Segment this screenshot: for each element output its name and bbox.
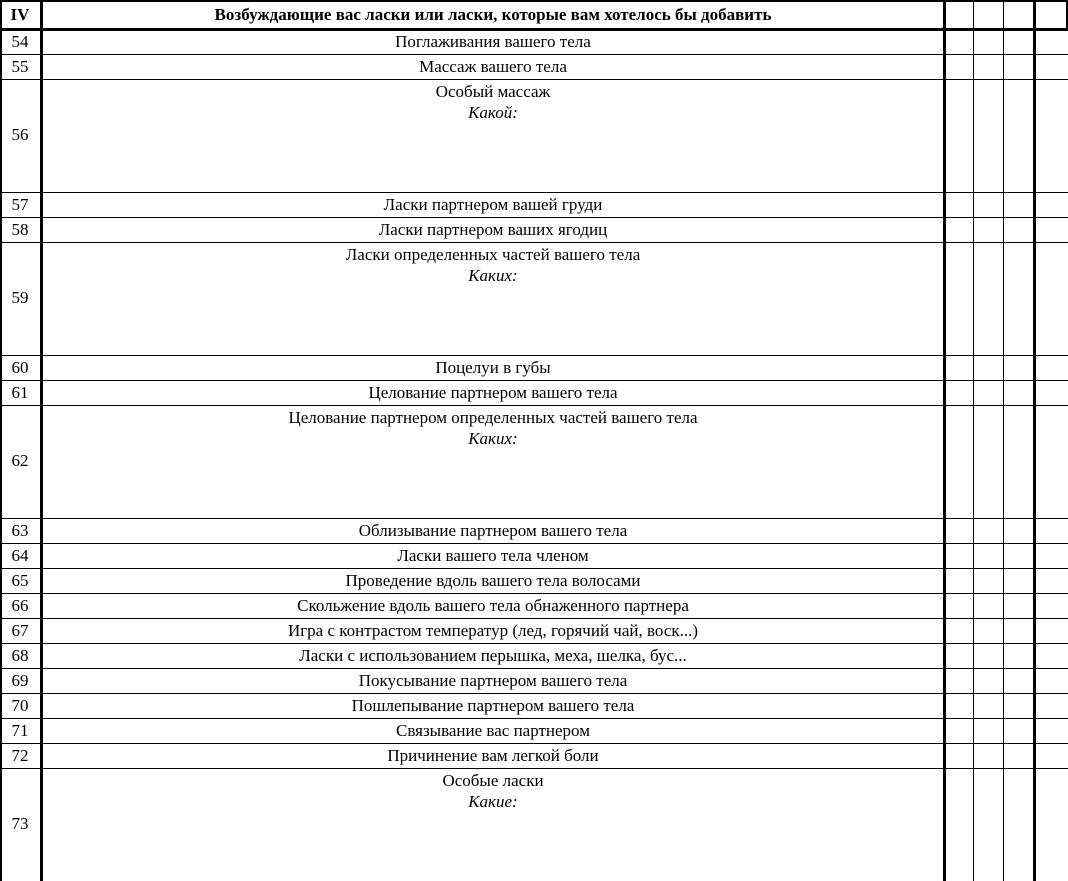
left-border [0,0,2,881]
row-subprompt: Каких: [468,429,518,448]
row-number: 54 [11,32,29,51]
row-label: Проведение вдоль вашего тела волосами [345,571,641,590]
row-subprompt: Какие: [468,792,518,811]
row-number: 59 [11,287,29,307]
row-label: Ласки вашего тела членом [397,546,589,565]
row-subprompt: Какой: [468,103,518,122]
row-number: 73 [11,813,29,833]
row-divider [0,79,1068,80]
row-divider [0,593,1068,594]
section-number: IV [10,5,30,24]
row-divider [0,693,1068,694]
header-bottom-border [0,28,1068,31]
row-label: Поцелуи в губы [435,358,551,377]
row-divider [0,743,1068,744]
row-number: 60 [11,358,29,377]
row-number: 72 [11,746,29,765]
row-label: Игра с контрастом температур (лед, горячий чай, воск...) [287,621,699,640]
row-label: Ласки определенных частей вашего тела [345,245,641,264]
row-divider [0,668,1068,669]
table-top-border [0,0,1068,2]
row-label: Ласки партнером ваших ягодиц [378,220,608,239]
row-label: Целование партнером определенных частей вашего тела [288,408,698,427]
number-column-divider [40,0,43,881]
row-divider [0,380,1068,381]
row-divider [0,242,1068,243]
row-divider [0,618,1068,619]
mark-column-divider [1003,0,1004,881]
row-number: 57 [11,195,29,214]
row-label: Облизывание партнером вашего тела [358,521,628,540]
row-number: 61 [11,383,29,402]
row-label: Целование партнером вашего тела [368,383,618,402]
row-divider [0,405,1068,406]
row-number: 65 [11,571,29,590]
row-number: 64 [11,546,29,565]
row-number: 71 [11,721,29,740]
row-number: 66 [11,596,29,615]
row-number: 68 [11,646,29,665]
mark-column-divider [1033,0,1036,881]
row-divider [0,54,1068,55]
row-divider [0,568,1068,569]
row-label: Пошлепывание партнером вашего тела [351,696,635,715]
row-number: 67 [11,621,29,640]
row-label: Связывание вас партнером [395,721,590,740]
row-label: Скольжение вдоль вашего тела обнаженного партнера [297,596,689,615]
section-title: Возбуждающие вас ласки или ласки, которые вам хотелось бы добавить [214,5,772,24]
row-number: 62 [11,450,29,470]
row-divider [0,643,1068,644]
row-number: 63 [11,521,29,540]
row-divider [0,768,1068,769]
row-number: 58 [11,220,29,239]
row-number: 55 [11,57,29,76]
mark-column-divider [973,0,974,881]
row-subprompt: Каких: [468,266,518,285]
row-divider [0,355,1068,356]
row-label: Массаж вашего тела [419,57,567,76]
row-label: Особый массаж [435,82,551,101]
row-divider [0,518,1068,519]
row-number: 56 [11,124,29,144]
row-number: 70 [11,696,29,715]
row-label: Особые ласки [442,771,544,790]
row-label: Поглаживания вашего тела [395,32,591,51]
row-label: Причинение вам легкой боли [387,746,599,765]
row-label: Ласки партнером вашей груди [383,195,603,214]
row-number: 69 [11,671,29,690]
row-label: Ласки с использованием перышка, меха, шелка, бус... [299,646,687,665]
row-divider [0,192,1068,193]
row-divider [0,217,1068,218]
row-divider [0,718,1068,719]
row-divider [0,543,1068,544]
row-label: Покусывание партнером вашего тела [358,671,628,690]
description-column-divider [943,0,946,881]
